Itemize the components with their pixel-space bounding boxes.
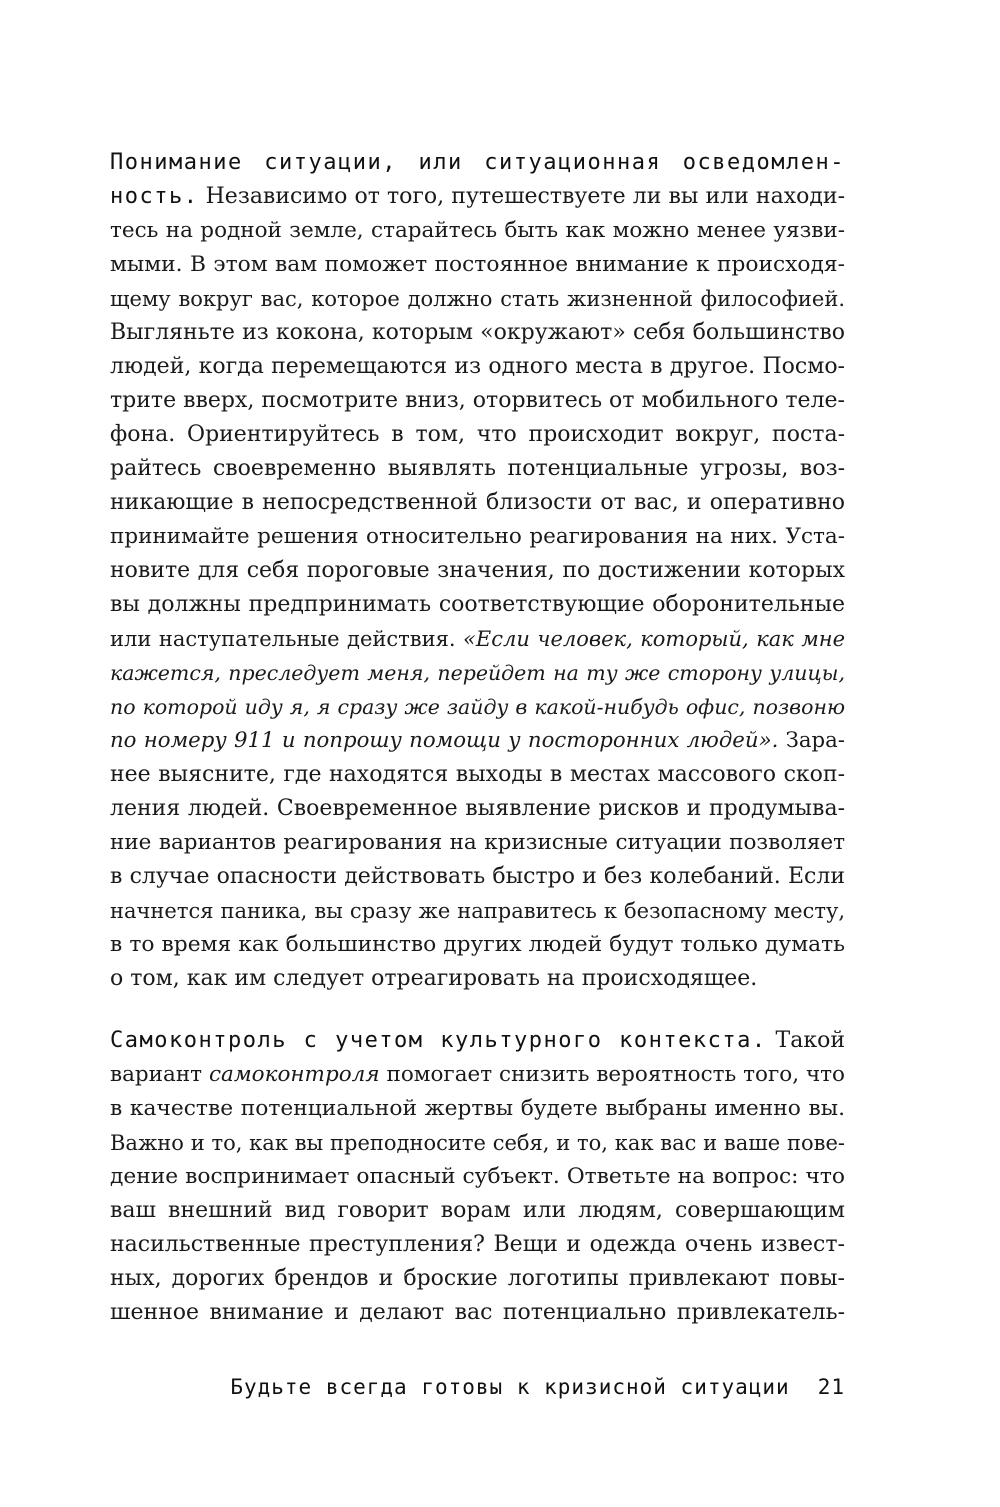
text-line: Важно и то, как вы преподносите себя, и то, как вас и ваше пове- (110, 1131, 845, 1155)
text-line: тесь на родной земле, старайтесь быть как можно менее уязви- (110, 218, 845, 243)
text-line: дение воспринимает опасный субъект. Ответьте на вопрос: что (110, 1164, 845, 1189)
text-line: новите для себя пороговые значения, по достижении которых (110, 558, 845, 583)
text-line: фона. Ориентируйтесь в том, что происходит вокруг, поста- (110, 422, 845, 447)
text-fragment: Зара- (778, 728, 845, 753)
section-heading: Понимание ситуации, или ситуационная осведомлен- (110, 150, 845, 175)
quote-line: кажется, преследует меня, перейдет на ту же сторону улицы, (110, 661, 845, 685)
section-heading: Самоконтроль с учетом культурного контекста. (110, 1028, 767, 1053)
quote-line: по которой иду я, я сразу же зайду в какой-нибудь офис, позвоню (110, 695, 845, 719)
text-line: ления людей. Своевременное выявление рисков и продумыва- (110, 796, 845, 821)
text-line: никающие в непосредственной близости от вас, и оперативно (110, 490, 845, 515)
text-line: насильственные преступления? Вещи и одежда очень извест- (110, 1232, 845, 1257)
text-line (110, 1058, 845, 1092)
quote-fragment: «Если человек, который, как мне (463, 627, 846, 651)
text-line: трите вверх, посмотрите вниз, оторвитесь от мобильного теле- (110, 388, 845, 413)
text-fragment: вариант (110, 1062, 209, 1087)
text-fragment: Независимо от того, путешествуете ли вы или находи- (198, 184, 845, 209)
text-fragment: помогает снизить вероятность того, что (379, 1062, 845, 1087)
text-line (110, 1024, 845, 1058)
text-line: ние вариантов реагирования на кризисные ситуации позволяет (110, 830, 845, 855)
text-line: шенное внимание и делают вас потенциально привлекатель- (110, 1300, 845, 1325)
text-line: щему вокруг вас, которое должно стать жизненной философией. (110, 287, 845, 311)
text-line: начнется паника, вы сразу же направитесь к безопасному месту, (110, 899, 845, 923)
text-line: райтесь своевременно выявлять потенциальные угрозы, воз- (110, 456, 845, 481)
text-line: ных, дорогих брендов и броские логотипы привлекают повы- (110, 1266, 845, 1291)
page-footer (110, 1372, 845, 1402)
text-line: принимайте решения относительно реагирования на них. Уста- (110, 524, 845, 549)
paragraph-cultural-self-control (110, 1024, 845, 1330)
text-line (110, 724, 845, 758)
running-title: Будьте всегда готовы к кризисной ситуации (230, 1375, 790, 1399)
emphasis-fragment: самоконтроля (208, 1062, 380, 1087)
text-line (110, 180, 845, 214)
section-heading-end: ность. (110, 184, 199, 209)
quote-fragment: по номеру 911 и попрошу помощи у посторонних людей». (110, 728, 779, 753)
paragraph-situational-awareness (110, 146, 845, 996)
text-line: нее выясните, где находятся выходы в местах массового скоп- (110, 762, 845, 787)
text-line: мыми. В этом вам поможет постоянное внимание к происходя- (110, 252, 845, 277)
text-line: ваш внешний вид говорит ворам или людям, совершающим (110, 1198, 845, 1223)
text-line: в случае опасности действовать быстро и без колебаний. Если (110, 864, 845, 889)
page-number: 21 (817, 1375, 845, 1399)
text-line: Выгляньте из кокона, которым «окружают» себя большинство (110, 320, 845, 345)
text-line: в качестве потенциальной жертвы будете выбраны именно вы. (110, 1096, 845, 1121)
text-line: о том, как им следует отреагировать на происходящее. (110, 966, 758, 991)
text-line: в то время как большинство других людей будут только думать (110, 932, 845, 957)
text-fragment: или наступательные действия. (110, 627, 464, 651)
text-line (110, 622, 845, 656)
text-line: людей, когда перемещаются из одного места в другое. Посмо- (110, 354, 845, 379)
text-fragment: Такой (766, 1028, 845, 1053)
text-line: вы должны предпринимать соответствующие оборонительные (110, 592, 845, 617)
